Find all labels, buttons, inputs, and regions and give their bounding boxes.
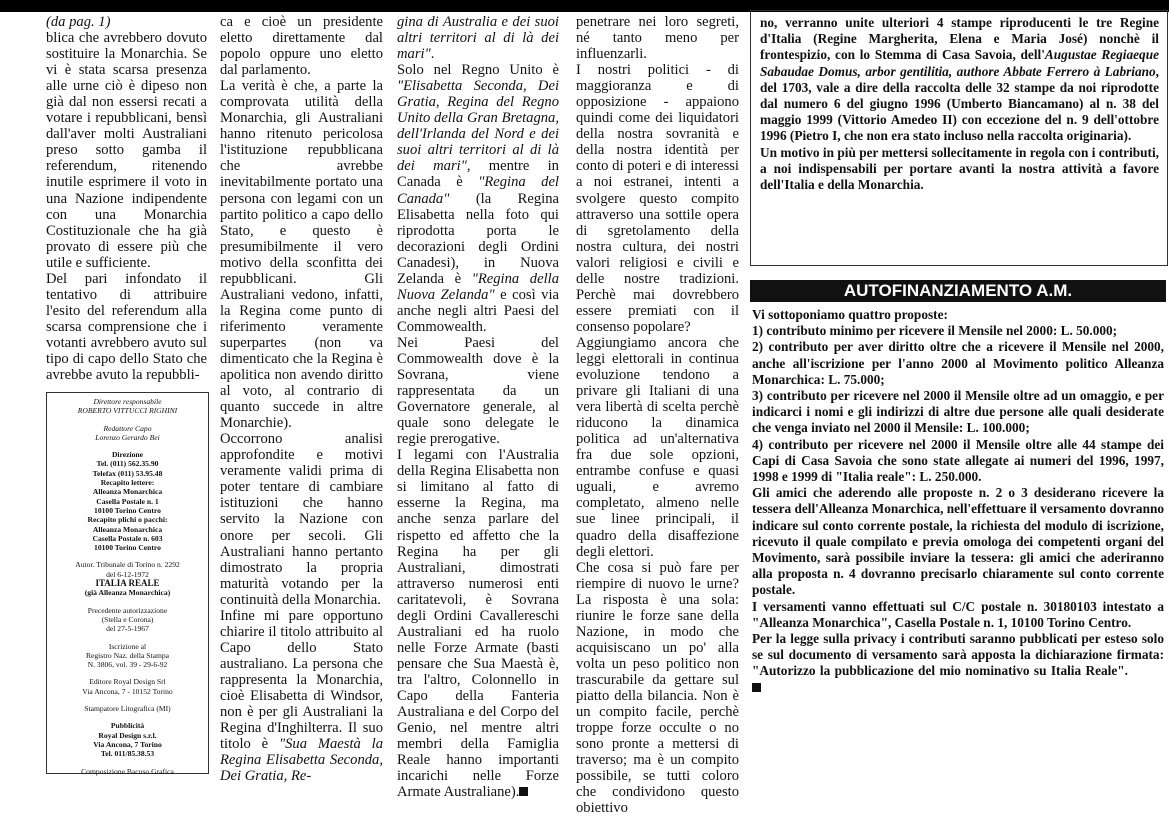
article-column-3 [397,14,559,800]
paragraph: ca e cioè un presidente eletto direttamente dal popolo oppure uno eletto dal parlamento. [220,14,383,79]
prev-authorization-line: Precedente autorizzazione [87,605,168,615]
queen-title-quote: gina di Australia e dei suoi altri territori al di là dei mari" [397,14,559,63]
director-name: ROBERTO VITTUCCI RIGHINI [77,406,178,416]
paragraph: penetrare nei loro segreti, né tanto meno per influenzarli. [576,14,739,63]
authorization-line: del 6-12-1972 [106,569,149,579]
text-run: , mentre in Canada è [397,158,559,191]
text-run: e così via anche negli altri Paesi del Commowealth. [397,286,559,335]
ads-line: Tel. 011/85.38.53 [100,749,155,759]
ads-label: Pubblicità [110,721,145,731]
paragraph: Del pari infondato il tentativo di attribuire l'esito del referendum alla scarsa comprensione che i votanti avrebbero avuto sul tipo di capo dello Stato che avrebbe avuto la repubbli- [46,270,207,384]
paragraph: I versamenti vanno effettuati sul C/C postale n. 30180103 intestato a "Alleanza Monarchica", Casella Postale n. 1, 10100 Torino Centro. [752,598,1164,630]
composition-line: Composizione Bacuso Grafica [81,766,174,776]
postal-line: Casella Postale n. 1 [96,496,159,506]
paragraph [397,62,559,335]
ads-line: Royal Design s.r.l. [98,730,157,740]
paragraph: La verità è che, a parte la comprovata utilità della Monarchia, gli Australiani hanno ritenuto pericolosa l'istituzione repubblicana che avrebbe inevitabilmente portato una persona con legami con un partito politico a capo dello Stato, e questo è presumibilmente il vero motivo della sconfitta dei repubblicani. Gli Australiani vedono, infatti, la Regina come punto di riferimento veramente superpartes (non va dimenticato che la Regina è apolitica non avendo diritto al voto, al contrario di quanto succede in altre Monarchie). [220,78,383,432]
paragraph [760,15,1159,145]
text-run: . [430,46,435,63]
paragraph: Gli amici che aderendo alle proposte n. 2 o 3 desiderano ricevere la tessera dell'Alleanza Monarchica, nell'effettuare il versamento dovranno indicare sul conto corrente postale, la richiesta del modulo di iscrizione, ricevuto il quale compilato e previa omologa dei competenti organi del Movimento, sarà possibile inviare la tessera: gli amici che aderiranno alla proposta n. 4 dovranno precisarlo chiaramente sul conto corrente postale. [752,485,1165,598]
text-run: Solo nel Regno Unito è [397,62,559,79]
publisher-line: Via Ancona, 7 - 10152 Torino [82,686,173,696]
editor-name: Lorenzo Gerardo Bei [95,432,160,442]
registry-line: N. 3806, vol. 39 - 29-6-92 [87,660,168,670]
printer-line: Stampatore Litografica (MI) [84,704,171,714]
proposal-3: 3) contributo per ricevere nel 2000 il Mensile oltre ad un omaggio, e per indicarci i nomi e gli indirizzi di altre due persone alle quali desiderate che venga inviato nel 2000 il Mensile: L. 100.000; [752,388,1164,436]
uk-title-quote: "Elisabetta Seconda, Dei Gratia, Regina del Regno Unito della Gran Bretagna, dell'Irlanda del Nord e dei suoi altri territori al di là dei mari" [397,78,559,175]
prints-notice-box [750,10,1168,266]
continued-from-label: (da pag. 1) [46,14,111,30]
queen-title-quote: "Sua Maestà la Regina Elisabetta Seconda, Dei Gratia, Re- [220,736,383,785]
prev-authorization-line: del 27-5-1967 [106,624,149,634]
canada-title-quote: "Regina del Canada" [397,174,559,207]
postal-line: Alleanza Monarchica [92,487,163,497]
article-column-4 [576,14,739,816]
end-of-article-square-icon [519,787,528,796]
registry-line: Iscrizione al [108,641,147,651]
editor-label: Redattore Capo [103,423,152,433]
registry-line: Registro Naz. della Stampa [85,650,170,660]
proposal-1: 1) contributo minimo per ricevere il Mensile nel 2000: L. 50.000; [752,323,1118,339]
paragraph [220,608,383,785]
article-column-1 [46,14,207,383]
proposal-2: 2) contributo per aver diritto oltre che a ricevere il Mensile nel 2000, anche all'iscrizione per l'anno 2000 al Movimento politico Alleanza Monarchica: L. 75.000; [752,339,1164,387]
paragraph: blica che avrebbero dovuto sostituire la Monarchia. Se vi è stata scarsa presenza alle urne ciò è dipeso non già dal non essersi recati a votare i repubblicani, bensì dall'aver molti Australiani preso sotto gamba il referendum, ritenendo inutile esprimere il voto in una Nazione indipendente con una Monarchia Costituzionale che ha già provato di essere più che utile e sufficiente. [46,30,207,271]
parcel-line: 10100 Torino Centro [94,543,161,553]
notice-text [751,11,1167,193]
phone-number: Tel. (011) 562.35.90 [96,459,159,469]
direction-label: Direzione [111,450,144,460]
postal-label: Recapito lettere: [100,478,155,488]
paragraph: Aggiungiamo ancora che leggi elettorali in continua evoluzione tendono a privare gli Italiani di una vera libertà di scelta perchè riducono la dinamica politica ad un'alternativa fra due sole opzioni, entrambe confuse e quasi uguali, e avremo completato, almeno nelle sue linee principali, il quadro della disaffezione degli elettori. [576,334,739,560]
paragraph [752,631,1164,696]
brand-name: ITALIA REALE [95,578,160,589]
end-of-article-square-icon [752,683,761,692]
paragraph: Che cosa si può fare per riempire di nuovo le urne? La risposta è una sola: riunire le forze sane della Nazione, in modo che acquisiscano un po' alla volta un peso politico non trascurabile da gettare sul piatto della bilancia. Non è un compito facile, perchè troppe forze occulte o no sono pronte a mettersi di traverso; ma è un compito possibile, se tutti coloro che condividono questo obiettivo [576,559,739,817]
intro-line: Vi sottoponiamo quattro proposte: [752,307,948,322]
parcel-line: Alleanza Monarchica [92,524,163,534]
publisher-line: Editore Royal Design Srl [89,677,166,687]
parcel-line: Casella Postale n. 603 [92,533,163,543]
paragraph: Un motivo in più per mettersi sollecitamente in regola con i contributi, a noi indispensabili per portare avanti la nostra attività a favore dell'Italia e della Monarchia. [760,144,1159,193]
autofinanziamento-heading: AUTOFINANZIAMENTO A.M. [750,280,1166,302]
text-run: Per la legge sulla privacy i contributi saranno pubblicati per esteso solo se sul documento di versamento sarà apposta la dichiarazione firmata: "Autorizzo la pubblicazione del mio nominativo su Italia Reale". [752,631,1164,679]
autofinanziamento-body [752,307,1164,696]
book-title: Augustae Regiaeque Sabaudae Domus, arbor gentilitia, authore Abbate Ferrero à Labriano [760,47,1159,79]
paragraph: Occorrono analisi approfondite e motivi veramente validi prima di poter tentare di cambiare istituzioni che hanno servito la Nazione con onore per secoli. Gli Australiani hanno pertanto dimostrato la propria maturità votando per la continuità della Monarchia. [220,431,383,608]
director-label: Direttore responsabile [93,397,162,406]
ads-line: Via Ancona, 7 Torino [93,739,162,749]
parcel-label: Recapito plichi o pacchi: [87,515,168,525]
proposal-4: 4) contributo per ricevere nel 2000 il Mensile oltre alle 44 stampe dei Capi di Casa Savoia che sono state allegate ai numeri del 1996, 1997, 1998 e 1999 di "Italia reale": L. 250.000. [752,436,1164,485]
text-run: no, verranno unite ulteriori 4 stampe riproducenti le tre Regine d'Italia (Regine Margherita, Elena e Maria José) nonchè il frontespizio, con lo Stemma di Casa Savoia, dell' [760,15,1159,63]
fax-number: Telefax (011) 53.95.48 [92,468,163,478]
prev-authorization-line: (Stella e Corona) [101,614,154,624]
text-run: (la Regina Elisabetta nella foto qui riprodotta porta le decorazioni degli Ordini Canadesi), in Nuova Zelanda è [397,190,559,287]
paragraph [397,447,559,800]
postal-line: 10100 Torino Centro [94,505,161,515]
article-column-2 [220,14,383,784]
paragraph [397,14,559,62]
text-run: I legami con l'Australia della Regina Elisabetta non si limitano al fatto di esserne la Regina, ma anche senza parlare del rispetto ed affetto che la Regina ha per gli Australiani, dimostrati attraverso numerosi enti caritatevoli, è Sovrana degli Ordini Cavallereschi Australiani ed ha ruolo nelle Forze Armate (basti pensare che Sua Maestà è, tra l'altro, Colonnello in Capo della Fanteria Australiana e del Corpo del Genio, nel mentre altri membri della Famiglia Reale hanno importanti incarichi nelle Forze Armate Australiane). [397,447,559,801]
authorization-line: Autor. Tribunale di Torino n. 2292 [75,560,180,570]
paragraph: Nei Paesi del Commowealth dove è la Sovrana, viene rappresentata da un Governatore generale, al quale sono delegate le regie prerogative. [397,334,559,448]
paragraph: I nostri politici - di maggioranza e di opposizione - appaiono quindi come dei liquidatori della nostra sovranità e della nostra identità per conto di poteri e di interessi a noi estranei, intenti a svolgere questo compito attraverso una sottile opera di sgretolamento della nostra cultura, dei nostri valori religiosi e civili e delle nostre tradizioni. Perchè mai dovrebbero essere premiati con il consenso popolare? [576,62,739,335]
text-run: Infine mi pare opportuno chiarire il titolo attribuito al Capo dello Stato australiano. La persona che rappresenta la Monarchia, cioè Elisabetta di Windsor, non è per gli Australiani la Regina d'Inghilterra. Il suo titolo è [220,607,383,753]
nz-title-quote: "Regina della Nuova Zelanda" [397,270,559,303]
masthead-box [46,392,209,774]
text-run: , del 1703, vale a dire della raccolta delle 32 stampe da noi riprodotte dal numero 6 del giugno 1996 (Umberto Biancamano) al n. 38 del maggio 1999 (Vittorio Amedeo II) con eccezione del n. 9 dell'ottobre 1996 (Pietro I, che non era stato incluso nella raccolta originaria). [760,63,1159,144]
brand-subtitle: (già Alleanza Monarchica) [84,588,171,598]
